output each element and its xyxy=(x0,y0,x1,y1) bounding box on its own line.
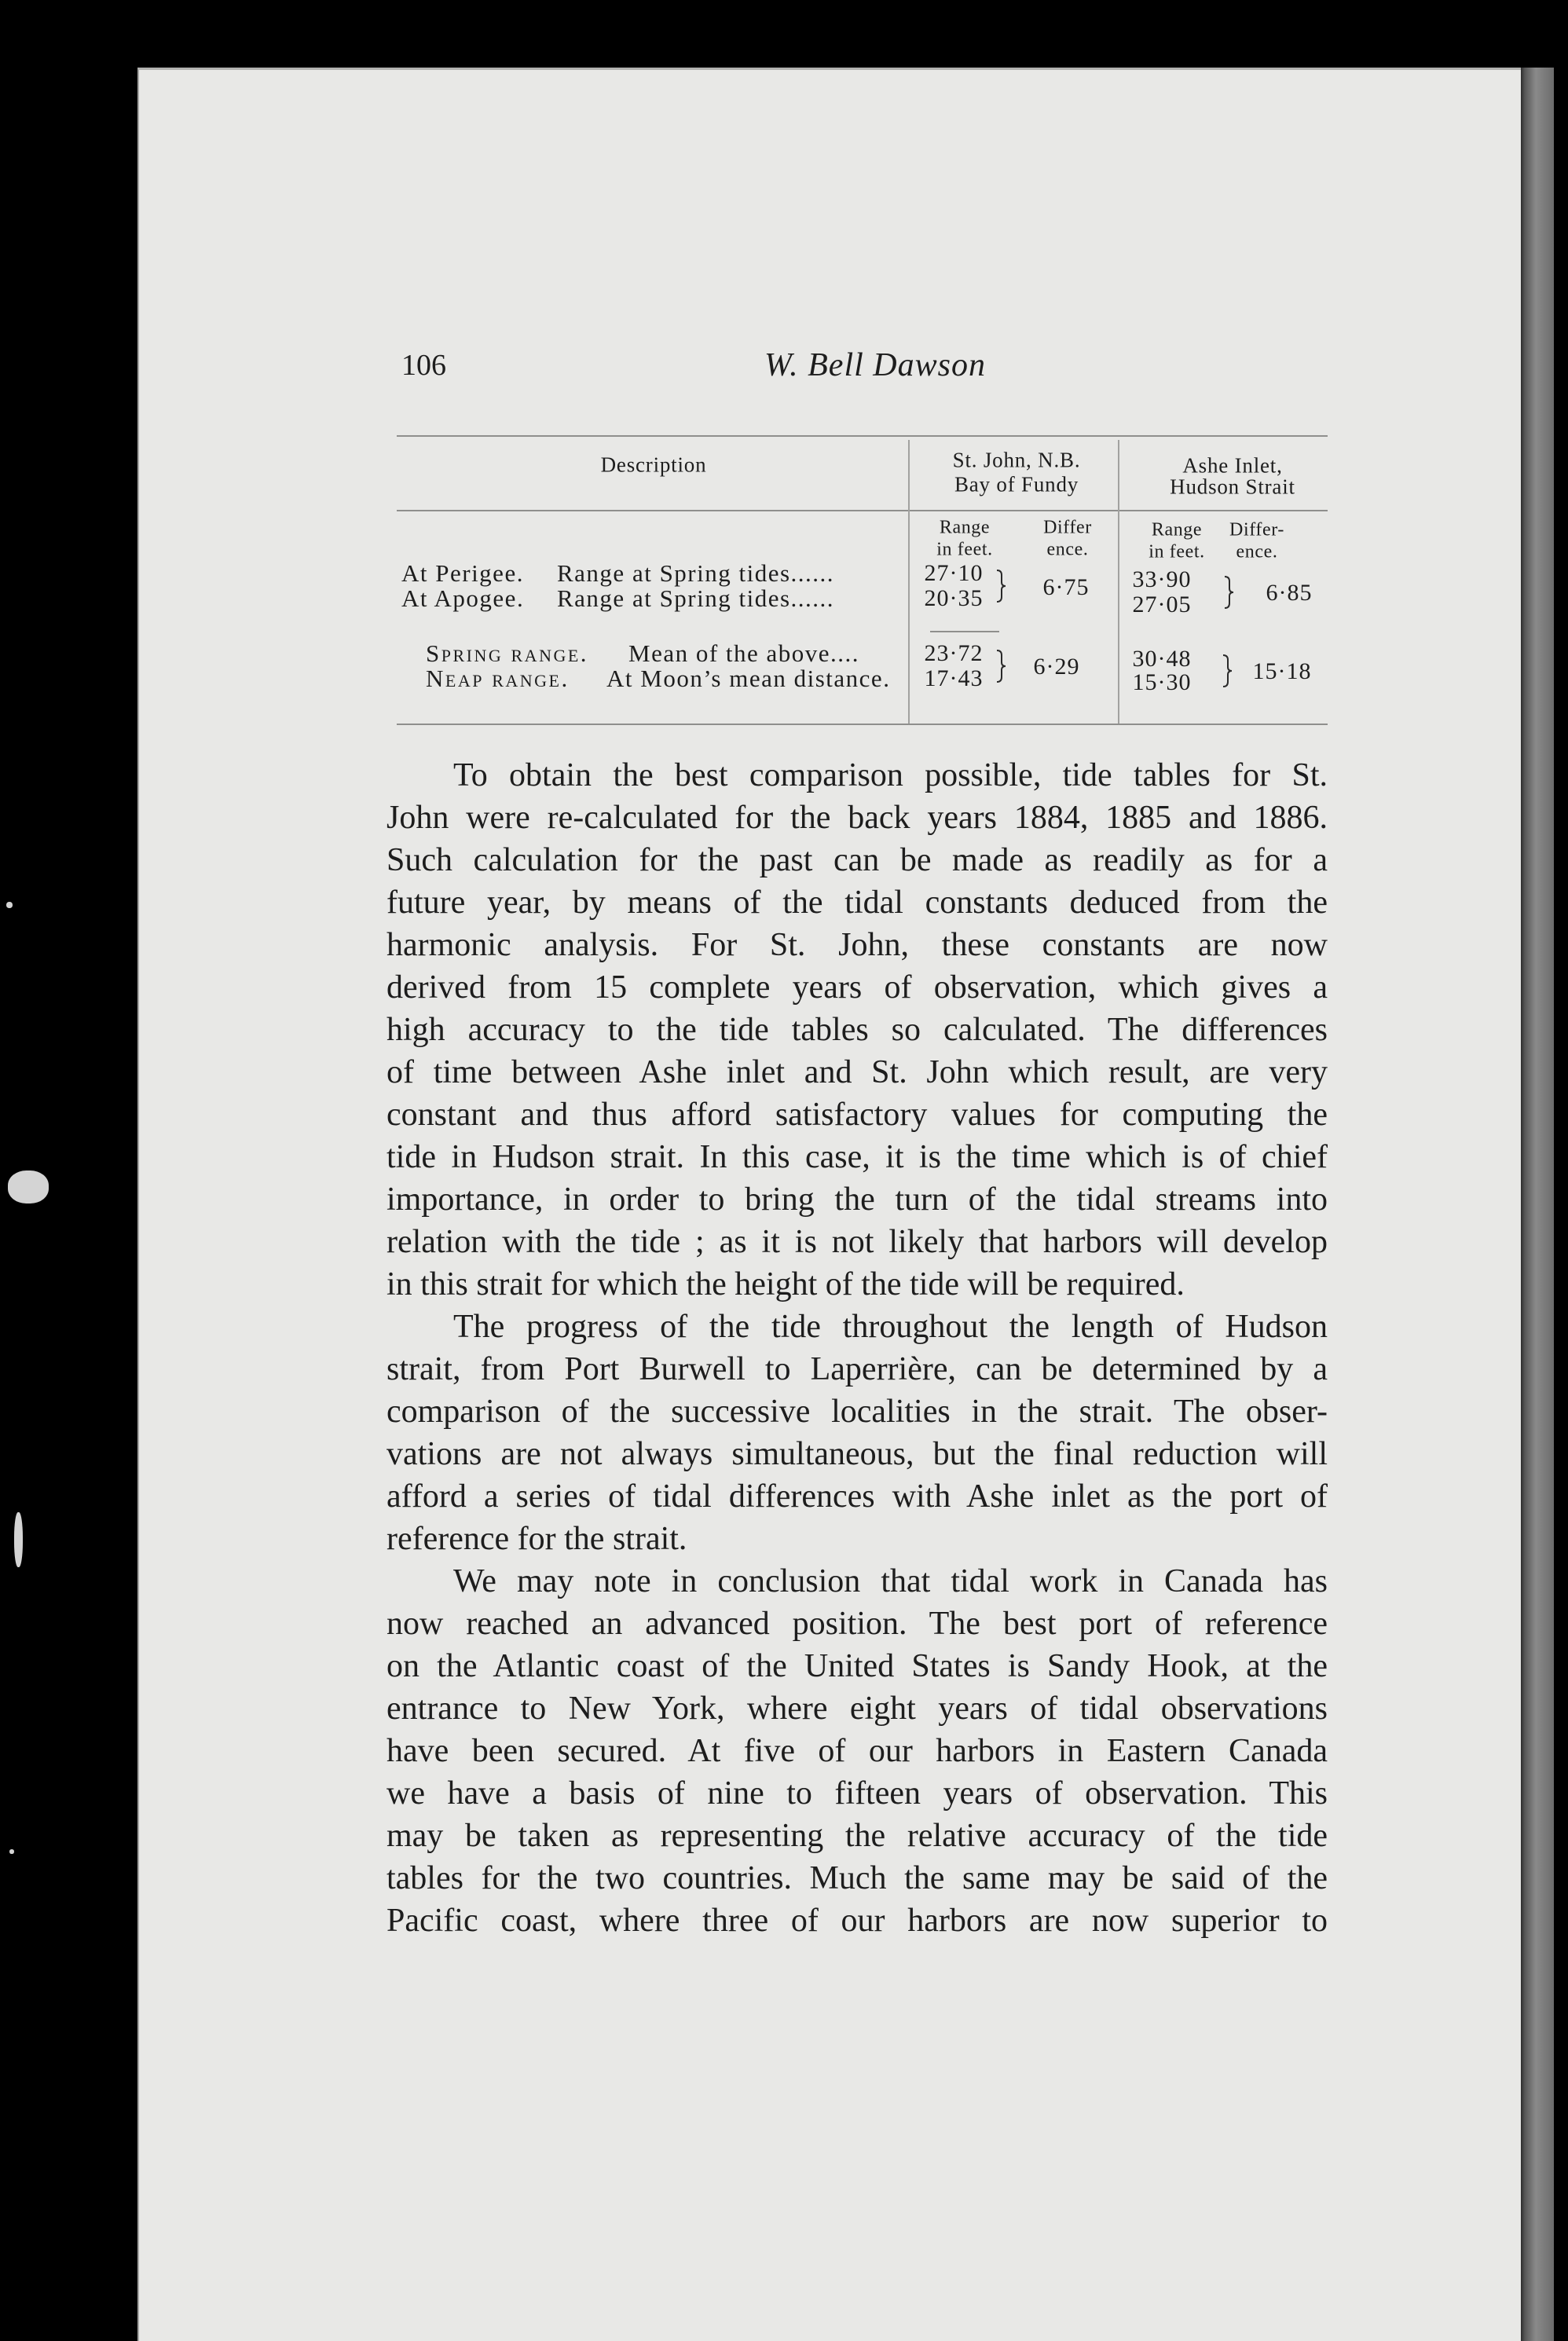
table-bottom-rule xyxy=(397,724,1328,725)
ashe-range-value: 33·90 xyxy=(1132,566,1192,592)
text-line: vations are not always simultaneous, but the final reduction will xyxy=(387,1436,1328,1472)
text-line: in this strait for which the height of the tide will be required. xyxy=(387,1266,1185,1302)
brace-icon xyxy=(1223,575,1234,610)
ashe-range-value: 27·05 xyxy=(1132,592,1192,617)
brace-icon xyxy=(1222,654,1233,688)
text-line: To obtain the best comparison possible, tide tables for St. xyxy=(453,757,1328,793)
brace-icon xyxy=(995,649,1006,683)
text-line: we have a basis of nine to fifteen years of observation. This xyxy=(387,1775,1328,1812)
column-divider xyxy=(908,440,910,725)
text-line: now reached an advanced position. The best port of reference xyxy=(387,1606,1328,1642)
page-edge-shadow xyxy=(1521,68,1554,2341)
column-header-ashe-sub: Hudson Strait xyxy=(1170,474,1295,499)
column-header-st-john: St. John, N.B. xyxy=(952,448,1081,472)
st-john-range-value: 23·72 xyxy=(924,640,984,666)
text-line: entrance to New York, where eight years of tidal observations xyxy=(387,1691,1328,1727)
column-header-description: Description xyxy=(600,452,707,477)
row-label-neap-range: Neap range. xyxy=(426,665,570,692)
text-line: afford a series of tidal differences with Ashe inlet as the port of xyxy=(387,1478,1328,1515)
body-text xyxy=(387,754,1328,1942)
text-line: harmonic analysis. For St. John, these constants are now xyxy=(387,927,1328,963)
ashe-difference-value: 6·85 xyxy=(1266,580,1313,606)
book-page xyxy=(137,68,1521,2341)
st-john-difference-value: 6·29 xyxy=(1033,654,1080,680)
st-john-range-value: 20·35 xyxy=(924,585,984,611)
group-separator-rule xyxy=(930,631,999,632)
paragraph xyxy=(387,754,1328,1306)
row-description: Range at Spring tides...... xyxy=(557,584,835,612)
text-line: Such calculation for the past can be made as readily as for a xyxy=(387,842,1328,878)
ashe-difference-value: 15·18 xyxy=(1252,658,1312,684)
scan-speck xyxy=(9,1849,14,1854)
subheader-st-john-difference-cont: ence. xyxy=(1046,539,1089,560)
row-label-spring-range: Spring range. xyxy=(426,639,589,667)
text-line: The progress of the tide throughout the length of Hudson xyxy=(453,1309,1328,1345)
scan-speck xyxy=(14,1512,23,1567)
text-line: We may note in conclusion that tidal work in Canada has xyxy=(453,1563,1328,1599)
paragraph xyxy=(387,1306,1328,1560)
ashe-range-value: 30·48 xyxy=(1132,646,1192,672)
subheader-ashe-range: Range xyxy=(1151,519,1203,540)
brace-icon xyxy=(995,569,1006,603)
row-description: Mean of the above.... xyxy=(628,639,860,667)
row-description: At Moon’s mean distance. xyxy=(606,665,891,692)
text-line: constant and thus afford satisfactory values for computing the xyxy=(387,1097,1328,1133)
st-john-range-value: 17·43 xyxy=(924,665,984,691)
text-line: John were re-calculated for the back years 1884, 1885 and 1886. xyxy=(387,800,1328,836)
text-line: tables for the two countries. Much the same may be said of the xyxy=(387,1860,1328,1896)
text-line: relation with the tide ; as it is not likely that harbors will develop xyxy=(387,1224,1328,1260)
text-line: on the Atlantic coast of the United States is Sandy Hook, at the xyxy=(387,1648,1328,1684)
table-top-rule xyxy=(397,435,1328,437)
text-line: have been secured. At five of our harbors in Eastern Canada xyxy=(387,1733,1328,1769)
row-label-apogee: At Apogee. xyxy=(401,584,525,612)
subheader-ashe-difference: Differ- xyxy=(1229,519,1284,540)
ashe-range-value: 15·30 xyxy=(1132,669,1192,695)
text-line: high accuracy to the tide tables so calculated. The differences xyxy=(387,1012,1328,1048)
text-line: reference for the strait. xyxy=(387,1521,687,1557)
text-line: tide in Hudson strait. In this case, it is the time which is of chief xyxy=(387,1139,1328,1175)
column-divider xyxy=(1118,440,1119,725)
row-label-perigee: At Perigee. xyxy=(401,559,524,587)
subheader-st-john-range-unit: in feet. xyxy=(936,539,993,560)
subheader-ashe-difference-cont: ence. xyxy=(1236,541,1278,562)
st-john-difference-value: 6·75 xyxy=(1042,574,1090,600)
column-header-st-john-sub: Bay of Fundy xyxy=(954,472,1079,496)
running-head: W. Bell Dawson xyxy=(764,347,986,383)
row-description: Range at Spring tides...... xyxy=(557,559,835,587)
text-line: may be taken as representing the relative accuracy of the tide xyxy=(387,1818,1328,1854)
st-john-range-value: 27·10 xyxy=(924,560,984,586)
text-line: Pacific coast, where three of our harbors are now superior to xyxy=(387,1903,1328,1939)
text-line: future year, by means of the tidal constants deduced from the xyxy=(387,885,1328,921)
subheader-ashe-range-unit: in feet. xyxy=(1149,541,1205,562)
text-line: comparison of the successive localities in the strait. The obser- xyxy=(387,1394,1328,1430)
text-line: strait, from Port Burwell to Laperrière, can be determined by a xyxy=(387,1351,1328,1387)
column-header-ashe: Ashe Inlet, xyxy=(1182,453,1283,478)
text-line: derived from 15 complete years of observation, which gives a xyxy=(387,969,1328,1006)
paragraph xyxy=(387,1560,1328,1942)
scan-speck xyxy=(6,902,13,908)
scan-speck xyxy=(8,1170,49,1203)
subheader-st-john-range: Range xyxy=(939,517,991,538)
subheader-st-john-difference: Differ xyxy=(1043,517,1092,538)
text-line: importance, in order to bring the turn of the tidal streams into xyxy=(387,1181,1328,1218)
text-line: of time between Ashe inlet and St. John which result, are very xyxy=(387,1054,1328,1090)
page-number: 106 xyxy=(401,349,446,382)
table-header-rule xyxy=(397,510,1328,511)
